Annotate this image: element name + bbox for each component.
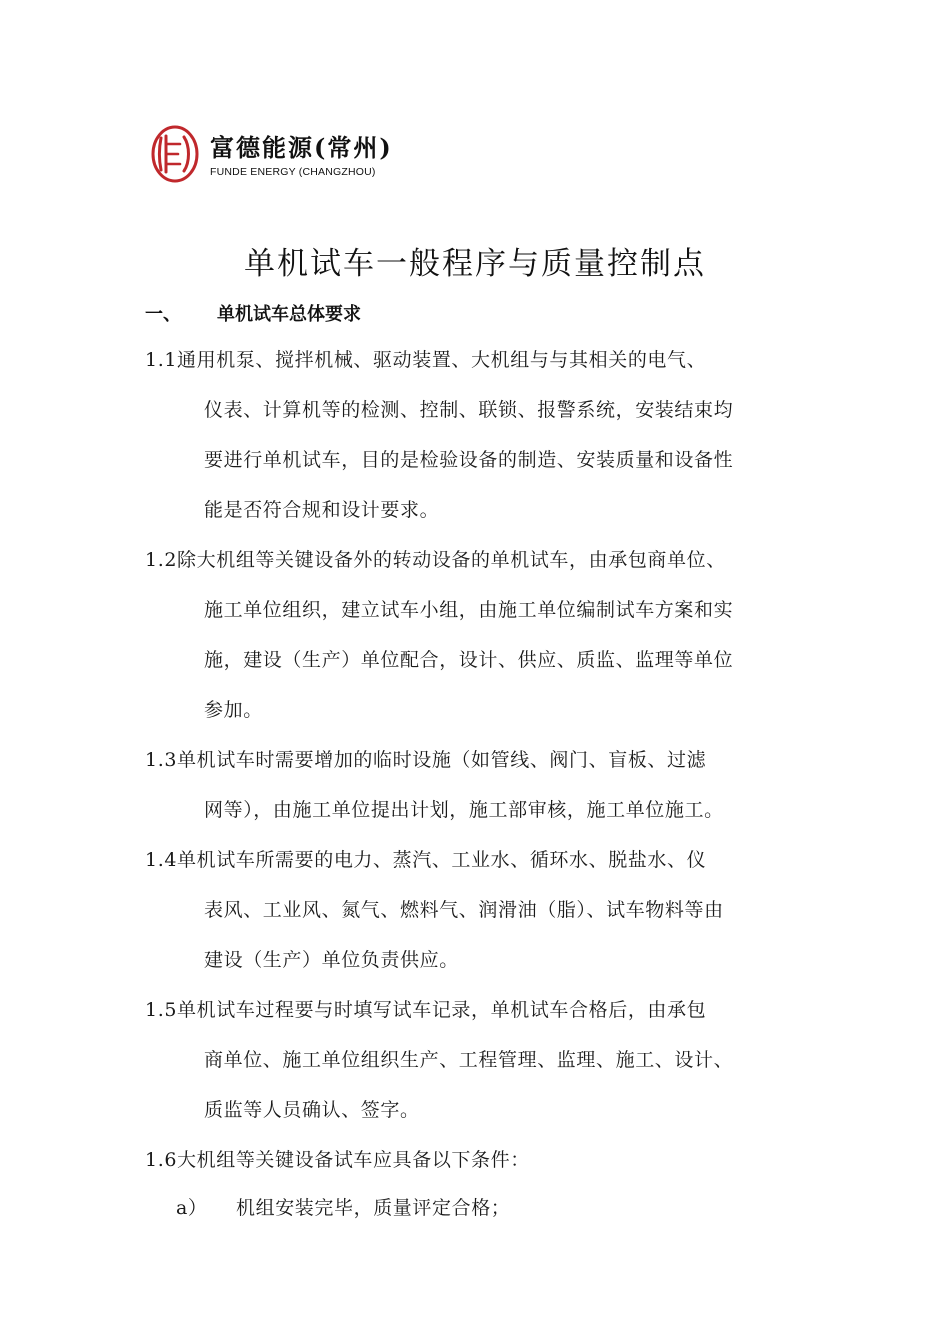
paragraph-1-1 bbox=[145, 335, 815, 535]
paragraph-line: 能是否符合规和设计要求。 bbox=[204, 499, 440, 521]
section-heading-text: 单机试车总体要求 bbox=[217, 304, 361, 325]
list-item bbox=[176, 1188, 510, 1228]
logo-name-cn: 富德能源(常州) bbox=[210, 133, 393, 162]
paragraph-line: 质监等人员确认、签字。 bbox=[204, 1099, 420, 1121]
paragraph-1-4 bbox=[145, 835, 815, 985]
paragraph-1-2 bbox=[145, 535, 815, 735]
paragraph-line: 1.4单机试车所需要的电力、蒸汽、工业水、循环水、脱盐水、仪 bbox=[145, 849, 707, 871]
paragraph-line: 建设（生产）单位负责供应。 bbox=[204, 949, 459, 971]
paragraph-line: 1.6大机组等关键设备试车应具备以下条件： bbox=[145, 1149, 530, 1171]
paragraph-line: 商单位、施工单位组织生产、工程管理、监理、施工、设计、 bbox=[204, 1049, 734, 1071]
paragraph-1-5 bbox=[145, 985, 815, 1135]
paragraph-line: 1.3单机试车时需要增加的临时设施（如管线、阀门、盲板、过滤 bbox=[145, 749, 707, 771]
paragraph-line: 1.5单机试车过程要与时填写试车记录，单机试车合格后，由承包 bbox=[145, 999, 707, 1021]
paragraph-line: 施工单位组织，建立试车小组，由施工单位编制试车方案和实 bbox=[204, 599, 734, 621]
paragraph-line: 1.1通用机泵、搅拌机械、驱动装置、大机组与与其相关的电气、 bbox=[145, 349, 707, 371]
list-item-label: a） bbox=[176, 1197, 208, 1219]
paragraph-1-3 bbox=[145, 735, 815, 835]
paragraph-line: 表风、工业风、氮气、燃料气、润滑油（脂）、试车物料等由 bbox=[204, 899, 724, 921]
paragraph-line: 仪表、计算机等的检测、控制、联锁、报警系统，安装结束均 bbox=[204, 399, 734, 421]
paragraph-line: 网等），由施工单位提出计划，施工部审核，施工单位施工。 bbox=[204, 799, 724, 821]
document-title: 单机试车一般程序与质量控制点 bbox=[244, 246, 706, 282]
funde-emblem-icon bbox=[150, 124, 202, 184]
paragraph-line: 施，建设（生产）单位配合，设计、供应、质监、监理等单位 bbox=[204, 649, 734, 671]
paragraph-line: 要进行单机试车，目的是检验设备的制造、安装质量和设备性 bbox=[204, 449, 734, 471]
logo-name-en: FUNDE ENERGY (CHANGZHOU) bbox=[210, 166, 376, 178]
paragraph-1-6 bbox=[145, 1135, 815, 1185]
paragraph-line: 1.2除大机组等关键设备外的转动设备的单机试车，由承包商单位、 bbox=[145, 549, 726, 571]
paragraph-line: 参加。 bbox=[204, 699, 263, 721]
list-item-text: 机组安装完毕，质量评定合格； bbox=[236, 1197, 511, 1219]
company-logo bbox=[150, 122, 393, 188]
section-number: 一、 bbox=[145, 304, 181, 325]
section-heading bbox=[145, 300, 361, 326]
